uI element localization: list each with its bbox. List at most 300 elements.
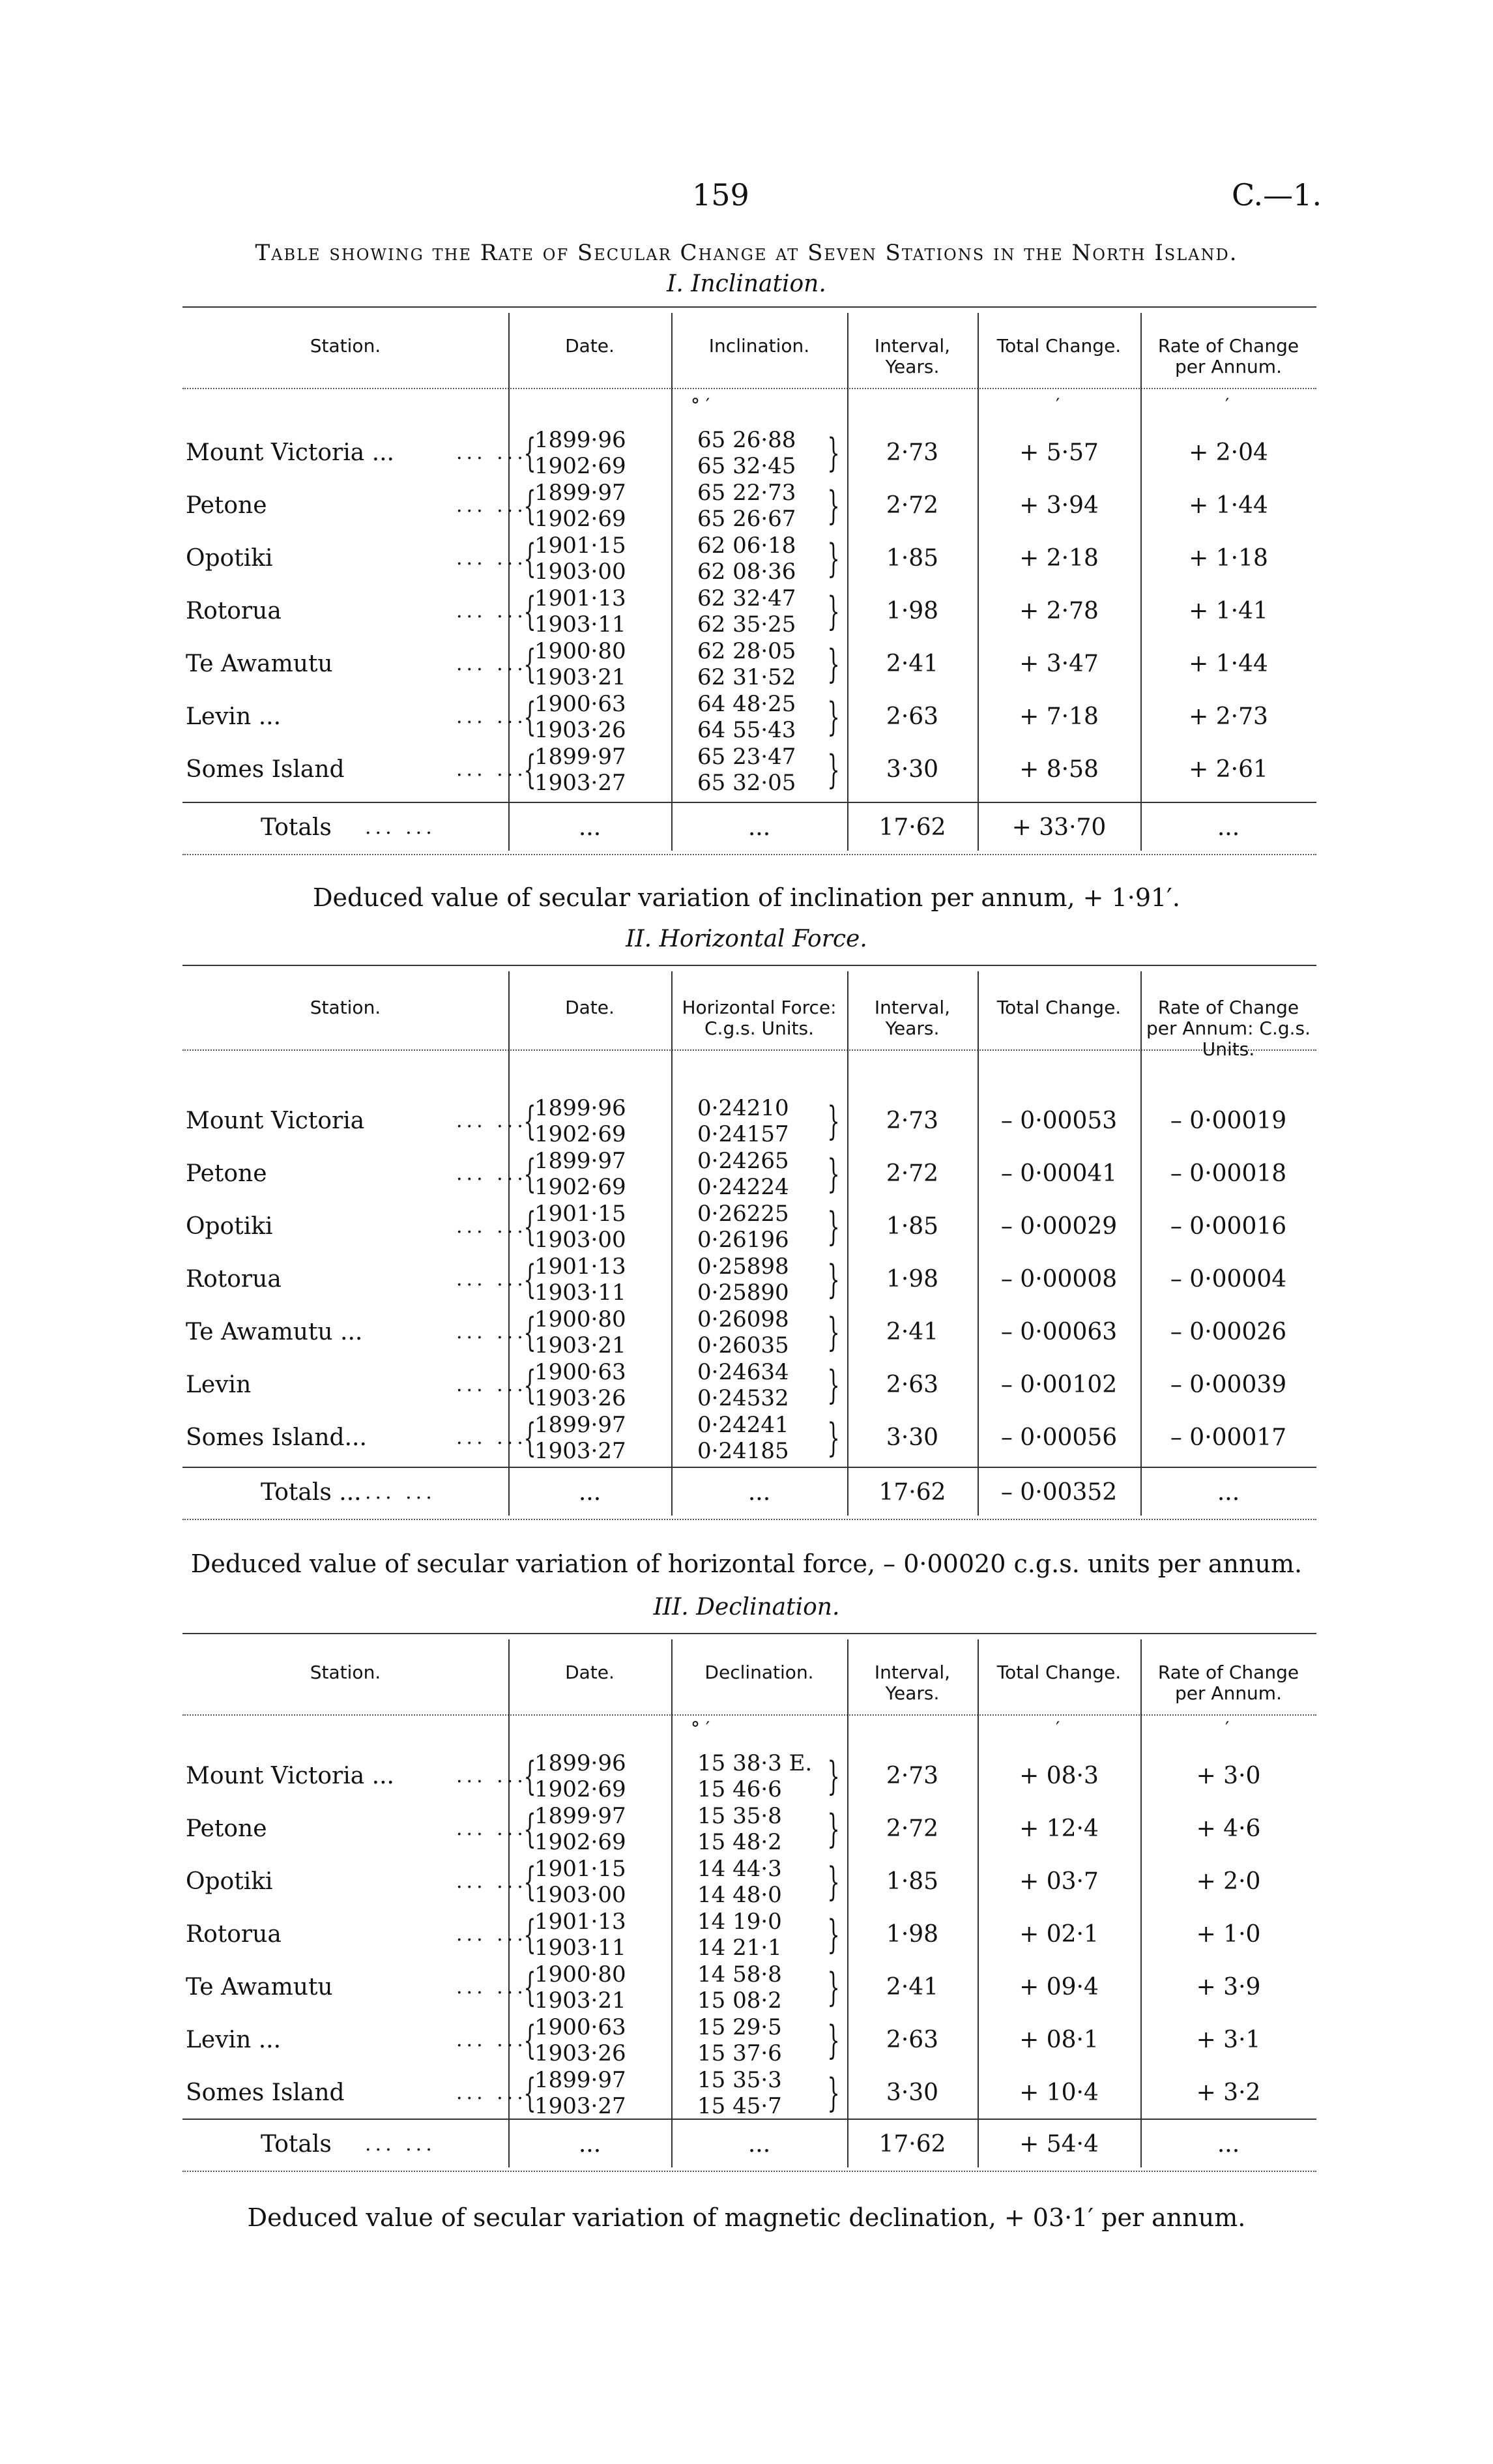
column-header: Date. <box>565 335 615 357</box>
date-end: 1903·00 <box>534 1227 626 1253</box>
rate-per-annum: – 0·00004 <box>1170 1266 1287 1293</box>
rate-per-annum: – 0·00016 <box>1170 1213 1287 1240</box>
date-start: 1900·80 <box>534 1306 626 1332</box>
value-brace: } <box>827 1912 840 1958</box>
value-start: 0·24265 <box>697 1148 789 1174</box>
date-start: 1901·13 <box>534 585 626 611</box>
total-change: – 0·00056 <box>1000 1424 1118 1451</box>
value-brace: } <box>827 1415 840 1461</box>
value-end: 0·24532 <box>697 1385 789 1411</box>
leader-dots: ... ... <box>456 1976 527 1999</box>
totals-date: ... <box>578 2131 602 2158</box>
date-start: 1899·96 <box>534 1095 626 1121</box>
date-end: 1903·27 <box>534 1438 626 1464</box>
totals-date: ... <box>578 814 602 841</box>
header-rule <box>182 1714 1316 1716</box>
total-change: + 5·57 <box>1019 439 1099 466</box>
date-end: 1902·69 <box>534 1174 626 1200</box>
total-change: + 7·18 <box>1019 703 1099 730</box>
date-brace: { <box>523 2017 536 2063</box>
table-top-rule <box>182 306 1316 308</box>
column-header: Declination. <box>704 1662 814 1683</box>
value-end: 0·26196 <box>697 1227 789 1253</box>
date-end: 1903·21 <box>534 664 626 690</box>
value-end: 62 35·25 <box>697 611 796 638</box>
date-start: 1900·63 <box>534 1359 626 1385</box>
totals-value: ... <box>747 2131 771 2158</box>
rate-per-annum: – 0·00018 <box>1170 1160 1287 1187</box>
date-end: 1902·69 <box>534 453 626 479</box>
date-brace: { <box>523 1204 536 1250</box>
column-header: Station. <box>310 997 381 1018</box>
value-end: 15 37·6 <box>697 2040 782 2066</box>
date-end: 1903·26 <box>534 2040 626 2066</box>
leader-dots: ... ... <box>456 1765 527 1787</box>
leader-dots: ... ... <box>456 1373 527 1396</box>
rate-per-annum: + 1·18 <box>1189 545 1268 572</box>
date-brace: { <box>523 1806 536 1852</box>
station-name: Opotiki <box>186 1213 273 1240</box>
interval-years: 2·72 <box>886 492 939 519</box>
value-brace: } <box>827 430 840 476</box>
value-brace: } <box>827 1753 840 1799</box>
leader-dots: ... ... <box>456 441 527 464</box>
value-end: 0·26035 <box>697 1332 789 1358</box>
totals-date: ... <box>578 1479 602 1506</box>
date-start: 1899·97 <box>534 2067 626 2093</box>
value-start: 0·26225 <box>697 1201 789 1227</box>
leader-dots: ... ... <box>456 1817 527 1840</box>
total-change: – 0·00008 <box>1000 1266 1118 1293</box>
totals-interval: 17·62 <box>878 814 946 841</box>
document-code: C.—1. <box>1232 177 1322 213</box>
totals-change: – 0·00352 <box>1000 1479 1118 1506</box>
total-change: – 0·00041 <box>1000 1160 1118 1187</box>
date-start: 1900·63 <box>534 2014 626 2040</box>
station-name: Opotiki <box>186 545 273 572</box>
data-table <box>182 965 1316 1532</box>
value-start: 15 35·3 <box>697 2067 782 2093</box>
date-end: 1903·11 <box>534 1935 626 1961</box>
interval-years: 3·30 <box>886 1424 939 1451</box>
table-top-rule <box>182 965 1316 966</box>
value-brace: } <box>827 536 840 581</box>
date-start: 1899·97 <box>534 1412 626 1438</box>
value-start: 14 44·3 <box>697 1856 782 1882</box>
station-name: Rotorua <box>186 1921 282 1948</box>
date-brace: { <box>523 430 536 476</box>
date-start: 1899·97 <box>534 480 626 506</box>
value-brace: } <box>827 1151 840 1197</box>
leader-dots: ... ... <box>456 1870 527 1893</box>
value-brace: } <box>827 1257 840 1302</box>
rate-units: ′ <box>1225 394 1230 416</box>
interval-years: 1·98 <box>886 1266 939 1293</box>
rate-per-annum: + 3·0 <box>1196 1763 1261 1789</box>
interval-years: 2·72 <box>886 1815 939 1842</box>
leader-dots: ... ... <box>456 2029 527 2051</box>
page-number: 159 <box>692 177 749 213</box>
table-top-rule <box>182 1633 1316 1634</box>
value-end: 62 08·36 <box>697 559 796 585</box>
station-name: Te Awamutu <box>186 1974 333 2001</box>
date-brace: { <box>523 1912 536 1958</box>
leader-dots: ... ... <box>456 1923 527 1946</box>
bottom-rule <box>182 1519 1316 1520</box>
table-title: Table showing the Rate of Secular Change at Seven Stations in the North Island. <box>255 240 1238 266</box>
leader-dots: ... ... <box>456 1162 527 1185</box>
column-header: Interval, Years. <box>874 1662 951 1704</box>
leader-dots: ... ... <box>456 600 527 623</box>
rate-units: ′ <box>1225 1718 1230 1739</box>
total-units: ′ <box>1056 1718 1060 1739</box>
bottom-rule <box>182 2171 1316 2172</box>
rate-per-annum: + 2·04 <box>1189 439 1268 466</box>
interval-years: 2·63 <box>886 2027 939 2053</box>
value-start: 0·24634 <box>697 1359 789 1385</box>
section-heading: I. Inclination. <box>667 271 826 297</box>
rate-per-annum: + 2·73 <box>1189 703 1268 730</box>
date-end: 1902·69 <box>534 1829 626 1855</box>
total-change: + 08·1 <box>1019 2027 1099 2053</box>
value-end: 15 46·6 <box>697 1776 782 1802</box>
date-end: 1903·00 <box>534 1882 626 1908</box>
value-end: 0·24224 <box>697 1174 789 1200</box>
interval-years: 2·41 <box>886 1319 939 1345</box>
date-brace: { <box>523 1098 536 1144</box>
interval-years: 2·63 <box>886 703 939 730</box>
totals-label: Totals <box>261 2131 332 2158</box>
date-brace: { <box>523 1415 536 1461</box>
date-end: 1903·27 <box>534 2093 626 2119</box>
deduced-value-note: Deduced value of secular variation of magnetic declination, + 03·1′ per annum. <box>247 2203 1246 2232</box>
date-end: 1903·21 <box>534 1332 626 1358</box>
date-brace: { <box>523 536 536 581</box>
value-brace: } <box>827 747 840 793</box>
column-header: Interval, Years. <box>874 997 951 1039</box>
totals-rate: ... <box>1217 2131 1240 2158</box>
station-name: Somes Island <box>186 756 345 783</box>
date-start: 1901·15 <box>534 1856 626 1882</box>
interval-years: 1·98 <box>886 1921 939 1948</box>
station-name: Petone <box>186 1160 267 1187</box>
date-brace: { <box>523 1859 536 1905</box>
value-end: 62 31·52 <box>697 664 796 690</box>
interval-years: 2·41 <box>886 651 939 677</box>
total-change: + 03·7 <box>1019 1868 1099 1895</box>
value-start: 14 58·8 <box>697 1961 782 1987</box>
date-start: 1900·80 <box>534 638 626 664</box>
totals-rule <box>182 802 1316 803</box>
station-name: Petone <box>186 492 267 519</box>
station-name: Somes Island <box>186 2079 345 2106</box>
value-brace: } <box>827 641 840 687</box>
date-brace: { <box>523 641 536 687</box>
total-change: + 10·4 <box>1019 2079 1099 2106</box>
value-start: 65 23·47 <box>697 744 796 770</box>
value-brace: } <box>827 1362 840 1408</box>
date-end: 1902·69 <box>534 506 626 532</box>
totals-value: ... <box>747 814 771 841</box>
data-table <box>182 1633 1316 2184</box>
value-brace: } <box>827 2070 840 2116</box>
rate-per-annum: + 2·61 <box>1189 756 1268 783</box>
value-brace: } <box>827 1806 840 1852</box>
totals-label: Totals <box>261 814 332 841</box>
interval-years: 2·73 <box>886 1107 939 1134</box>
value-brace: } <box>827 1310 840 1355</box>
leader-dots: ... ... <box>456 1268 527 1291</box>
leader-dots: ... ... <box>456 1426 527 1449</box>
value-brace: } <box>827 1204 840 1250</box>
totals-rate: ... <box>1217 1479 1240 1506</box>
interval-years: 2·63 <box>886 1371 939 1398</box>
interval-years: 1·98 <box>886 598 939 624</box>
value-start: 14 19·0 <box>697 1909 782 1935</box>
value-start: 15 35·8 <box>697 1803 782 1829</box>
leader-dots: ... ... <box>456 1109 527 1132</box>
date-end: 1902·69 <box>534 1121 626 1147</box>
date-brace: { <box>523 1753 536 1799</box>
value-brace: } <box>827 1859 840 1905</box>
rate-per-annum: + 3·9 <box>1196 1974 1261 2001</box>
rate-per-annum: – 0·00026 <box>1170 1319 1287 1345</box>
rate-per-annum: + 1·44 <box>1189 651 1268 677</box>
total-change: – 0·00029 <box>1000 1213 1118 1240</box>
value-end: 0·24157 <box>697 1121 789 1147</box>
date-brace: { <box>523 747 536 793</box>
leader-dots: ... ... <box>365 816 436 839</box>
total-units: ′ <box>1056 394 1060 416</box>
station-name: Rotorua <box>186 598 282 624</box>
station-name: Petone <box>186 1815 267 1842</box>
station-name: Mount Victoria ... <box>186 1763 394 1789</box>
total-change: – 0·00053 <box>1000 1107 1118 1134</box>
station-name: Te Awamutu ... <box>186 1319 363 1345</box>
value-start: 62 06·18 <box>697 533 796 559</box>
date-brace: { <box>523 1362 536 1408</box>
section-heading: III. Declination. <box>653 1594 840 1621</box>
date-start: 1899·96 <box>534 427 626 453</box>
rate-per-annum: + 1·0 <box>1196 1921 1261 1948</box>
station-name: Opotiki <box>186 1868 273 1895</box>
column-header: Rate of Change per Annum: C.g.s. Units. <box>1146 997 1311 1060</box>
value-end: 15 48·2 <box>697 1829 782 1855</box>
column-header: Total Change. <box>996 335 1122 357</box>
section-heading: II. Horizontal Force. <box>626 926 867 952</box>
total-change: – 0·00102 <box>1000 1371 1118 1398</box>
value-end: 0·25890 <box>697 1280 789 1306</box>
column-header: Total Change. <box>996 1662 1122 1683</box>
totals-rule <box>182 1467 1316 1468</box>
total-change: + 12·4 <box>1019 1815 1099 1842</box>
interval-years: 3·30 <box>886 2079 939 2106</box>
value-end: 64 55·43 <box>697 717 796 743</box>
date-end: 1903·11 <box>534 611 626 638</box>
date-end: 1903·21 <box>534 1987 626 2014</box>
rate-per-annum: + 1·41 <box>1189 598 1268 624</box>
value-start: 62 32·47 <box>697 585 796 611</box>
date-end: 1903·27 <box>534 770 626 796</box>
column-header: Station. <box>310 335 381 357</box>
value-brace: } <box>827 2017 840 2063</box>
column-header: Station. <box>310 1662 381 1683</box>
date-start: 1899·97 <box>534 1148 626 1174</box>
interval-years: 1·85 <box>886 1213 939 1240</box>
value-start: 15 38·3 E. <box>697 1750 813 1776</box>
date-brace: { <box>523 1257 536 1302</box>
totals-change: + 54·4 <box>1019 2131 1099 2158</box>
value-end: 14 21·1 <box>697 1935 782 1961</box>
date-brace: { <box>523 1310 536 1355</box>
station-name: Mount Victoria ... <box>186 439 394 466</box>
column-header: Date. <box>565 1662 615 1683</box>
rate-per-annum: + 4·6 <box>1196 1815 1261 1842</box>
date-brace: { <box>523 483 536 529</box>
station-name: Mount Victoria <box>186 1107 365 1134</box>
value-start: 0·25898 <box>697 1254 789 1280</box>
totals-value: ... <box>747 1479 771 1506</box>
value-start: 0·24210 <box>697 1095 789 1121</box>
bottom-rule <box>182 854 1316 855</box>
station-name: Rotorua <box>186 1266 282 1293</box>
value-units: ° ′ <box>691 1718 710 1739</box>
deduced-value-note: Deduced value of secular variation of inclination per annum, + 1·91′. <box>313 883 1180 912</box>
interval-years: 2·73 <box>886 1763 939 1789</box>
totals-label: Totals ... <box>261 1479 362 1506</box>
totals-change: + 33·70 <box>1011 814 1107 841</box>
column-header: Rate of Change per Annum. <box>1157 335 1299 377</box>
value-brace: } <box>827 1098 840 1144</box>
value-brace: } <box>827 589 840 634</box>
value-end: 15 45·7 <box>697 2093 782 2119</box>
column-divider <box>671 971 673 1516</box>
rate-per-annum: – 0·00019 <box>1170 1107 1287 1134</box>
date-start: 1900·80 <box>534 1961 626 1987</box>
column-header: Total Change. <box>996 997 1122 1018</box>
value-brace: } <box>827 1965 840 2010</box>
value-end: 65 32·45 <box>697 453 796 479</box>
value-start: 0·24241 <box>697 1412 789 1438</box>
value-start: 62 28·05 <box>697 638 796 664</box>
leader-dots: ... ... <box>365 2133 436 2156</box>
interval-years: 1·85 <box>886 545 939 572</box>
date-end: 1902·69 <box>534 1776 626 1802</box>
value-end: 14 48·0 <box>697 1882 782 1908</box>
leader-dots: ... ... <box>456 2081 527 2104</box>
interval-years: 2·73 <box>886 439 939 466</box>
date-end: 1903·11 <box>534 1280 626 1306</box>
leader-dots: ... ... <box>456 653 527 675</box>
rate-per-annum: – 0·00039 <box>1170 1371 1287 1398</box>
column-divider <box>671 313 673 851</box>
column-header: Horizontal Force: C.g.s. Units. <box>682 997 837 1039</box>
totals-rate: ... <box>1217 814 1240 841</box>
leader-dots: ... ... <box>456 758 527 781</box>
rate-per-annum: + 3·1 <box>1196 2027 1261 2053</box>
date-start: 1899·97 <box>534 744 626 770</box>
date-brace: { <box>523 1151 536 1197</box>
value-start: 65 26·88 <box>697 427 796 453</box>
date-start: 1901·13 <box>534 1909 626 1935</box>
leader-dots: ... ... <box>456 547 527 570</box>
leader-dots: ... ... <box>365 1481 436 1504</box>
total-change: + 2·18 <box>1019 545 1099 572</box>
value-brace: } <box>827 483 840 529</box>
deduced-value-note: Deduced value of secular variation of horizontal force, – 0·00020 c.g.s. units per annum. <box>190 1549 1303 1578</box>
station-name: Levin ... <box>186 703 282 730</box>
value-end: 0·24185 <box>697 1438 789 1464</box>
column-header: Date. <box>565 997 615 1018</box>
leader-dots: ... ... <box>456 1321 527 1343</box>
header-rule <box>182 388 1316 389</box>
date-start: 1899·96 <box>534 1750 626 1776</box>
date-start: 1900·63 <box>534 691 626 717</box>
station-name: Te Awamutu <box>186 651 333 677</box>
station-name: Levin <box>186 1371 252 1398</box>
value-start: 15 29·5 <box>697 2014 782 2040</box>
column-header: Inclination. <box>708 335 810 357</box>
station-name: Somes Island... <box>186 1424 367 1451</box>
value-brace: } <box>827 694 840 740</box>
date-start: 1899·97 <box>534 1803 626 1829</box>
totals-interval: 17·62 <box>878 1479 946 1506</box>
leader-dots: ... ... <box>456 494 527 517</box>
date-end: 1903·26 <box>534 1385 626 1411</box>
value-start: 0·26098 <box>697 1306 789 1332</box>
value-end: 65 32·05 <box>697 770 796 796</box>
leader-dots: ... ... <box>456 705 527 728</box>
interval-years: 2·72 <box>886 1160 939 1187</box>
leader-dots: ... ... <box>456 1215 527 1238</box>
value-start: 65 22·73 <box>697 480 796 506</box>
total-change: + 3·94 <box>1019 492 1099 519</box>
rate-per-annum: + 3·2 <box>1196 2079 1261 2106</box>
total-change: – 0·00063 <box>1000 1319 1118 1345</box>
total-change: + 8·58 <box>1019 756 1099 783</box>
date-end: 1903·26 <box>534 717 626 743</box>
date-start: 1901·13 <box>534 1254 626 1280</box>
date-brace: { <box>523 1965 536 2010</box>
rate-per-annum: + 1·44 <box>1189 492 1268 519</box>
date-brace: { <box>523 2070 536 2116</box>
interval-years: 3·30 <box>886 756 939 783</box>
date-start: 1901·15 <box>534 533 626 559</box>
data-table <box>182 306 1316 867</box>
value-units: ° ′ <box>691 394 710 416</box>
totals-interval: 17·62 <box>878 2131 946 2158</box>
total-change: + 09·4 <box>1019 1974 1099 2001</box>
total-change: + 2·78 <box>1019 598 1099 624</box>
value-end: 65 26·67 <box>697 506 796 532</box>
column-divider <box>671 1639 673 2167</box>
value-start: 64 48·25 <box>697 691 796 717</box>
interval-years: 2·41 <box>886 1974 939 2001</box>
station-name: Levin ... <box>186 2027 282 2053</box>
column-header: Rate of Change per Annum. <box>1157 1662 1299 1704</box>
total-change: + 08·3 <box>1019 1763 1099 1789</box>
interval-years: 1·85 <box>886 1868 939 1895</box>
date-end: 1903·00 <box>534 559 626 585</box>
rate-per-annum: – 0·00017 <box>1170 1424 1287 1451</box>
value-end: 15 08·2 <box>697 1987 782 2014</box>
date-brace: { <box>523 694 536 740</box>
date-start: 1901·15 <box>534 1201 626 1227</box>
column-header: Interval, Years. <box>874 335 951 377</box>
total-change: + 3·47 <box>1019 651 1099 677</box>
total-change: + 02·1 <box>1019 1921 1099 1948</box>
rate-per-annum: + 2·0 <box>1196 1868 1261 1895</box>
